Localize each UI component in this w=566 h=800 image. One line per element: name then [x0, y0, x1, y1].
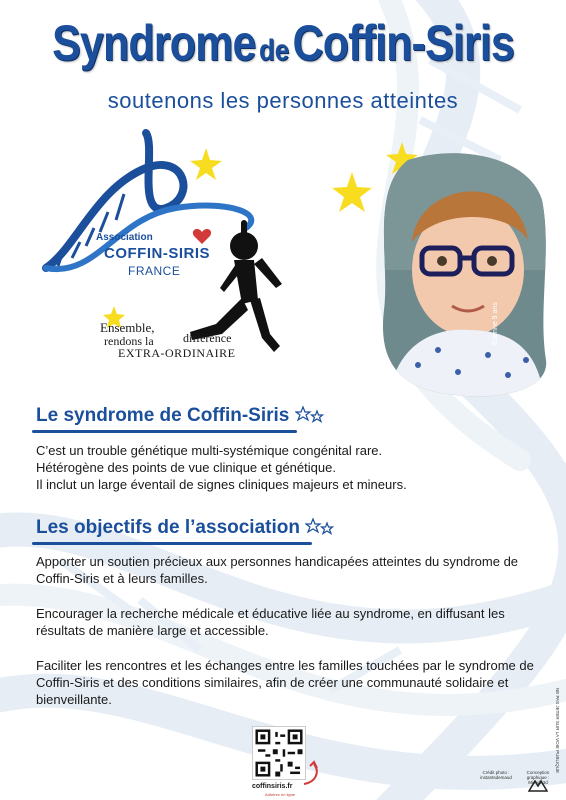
section-title-text: Le syndrome de Coffin-Siris [36, 405, 290, 426]
section-title-objectives [36, 517, 335, 539]
title-word-coffin-siris: Coffin-Siris [292, 15, 514, 71]
star-icon [305, 517, 335, 535]
logo-association-country: FRANCE [128, 264, 181, 278]
objective-paragraph: Faciliter les rencontres et les échanges entre les familles touchées par le syndrome de Coffin-Siris et des conditions similaires, afin de créer une communauté solidaire et bienveillante. [36, 658, 534, 707]
body-line: Il inclut un large éventail de signes cliniques majeurs et mineurs. [36, 477, 407, 492]
star-icon [332, 172, 372, 212]
child-photo [378, 150, 548, 398]
qr-code-icon[interactable] [252, 726, 306, 780]
body-line: Hétérogène des points de vue clinique et génétique. [36, 460, 336, 475]
arrow-icon [300, 760, 322, 786]
section-body-syndrome [36, 442, 536, 493]
tagline-line-4: EXTRA-ORDINAIRE [118, 346, 236, 360]
section-divider [32, 542, 312, 545]
title-word-syndrome: Syndrome [52, 15, 256, 71]
objective-paragraph: Encourager la recherche médicale et éducative liée au syndrome, en diffusant les résultats de manière large et accessible. [36, 606, 505, 638]
website-subtext: Adhérez en ligne [265, 792, 296, 797]
section-title-text: Les objectifs de l’association [36, 517, 300, 538]
page-title [40, 14, 527, 72]
website-link[interactable]: coffinsiris.fr [252, 783, 293, 790]
legal-mention: NE PAS JETER SUR LA VOIE PUBLIQUE [555, 688, 560, 773]
star-icon [190, 148, 222, 180]
logo-association-name: COFFIN-SIRIS [104, 245, 210, 262]
design-credit-footer: Conception graphique : Micoda3d [526, 770, 550, 785]
tagline-line-2: rendons la [104, 334, 154, 348]
body-line: C’est un trouble génétique multi-systémique congénital rare. [36, 443, 383, 458]
tagline-line-3: différence [183, 331, 232, 345]
page-subtitle: soutenons les personnes atteintes [107, 88, 459, 113]
photo-credit-footer: Crédit photo : instantsdemaud [480, 770, 512, 780]
section-title-syndrome [36, 405, 325, 427]
photo-credit: Étienne 9 ans [492, 302, 499, 345]
designer-logo-icon [528, 778, 548, 792]
star-icon [295, 405, 325, 423]
tagline-line-1: Ensemble, [100, 320, 155, 335]
logo-association-label: Association [96, 232, 153, 243]
objective-paragraph: Apporter un soutien précieux aux personnes handicapées atteintes du syndrome de Coffin-Siris et à leurs familles. [36, 554, 519, 586]
section-body-objectives [36, 553, 536, 726]
title-word-de: de [258, 34, 290, 67]
section-divider [32, 430, 297, 433]
